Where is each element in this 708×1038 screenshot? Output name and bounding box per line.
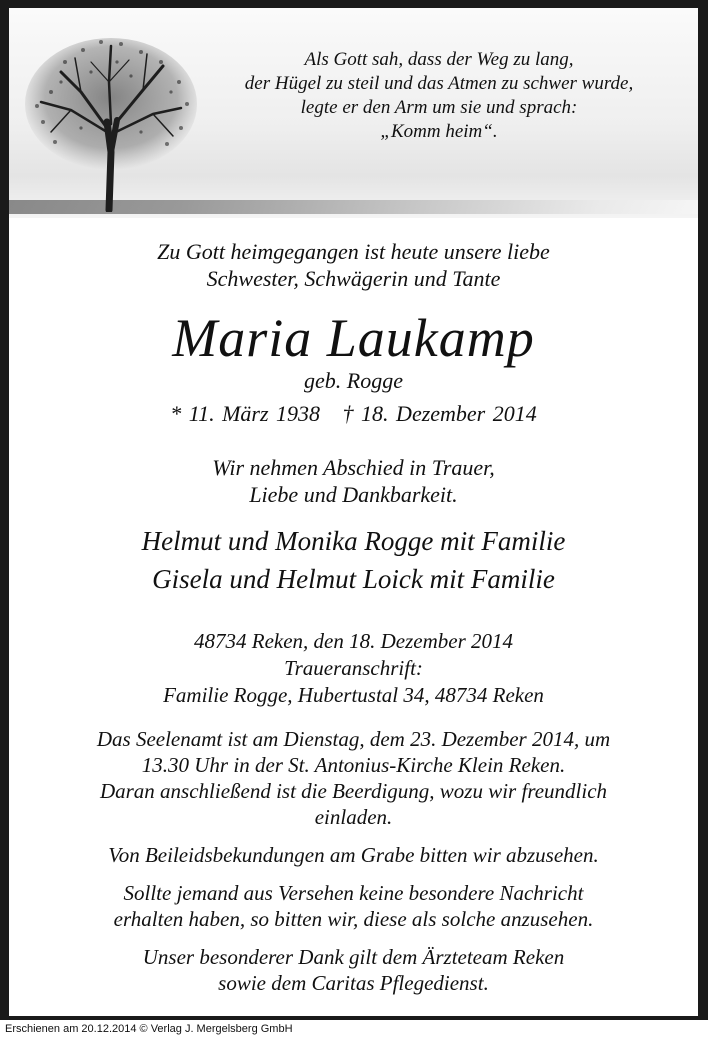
thanks-note <box>9 944 698 996</box>
service-line: Das Seelenamt ist am Dienstag, dem 23. Dezember 2014, um <box>96 727 611 751</box>
maiden-name: geb. Rogge <box>304 368 403 393</box>
life-dates <box>9 400 698 428</box>
condolence-note: Von Beileidsbekundungen am Grabe bitten wir abzusehen. <box>108 843 599 867</box>
verse-line: der Hügel zu steil und das Atmen zu schwer wurde, <box>244 73 634 94</box>
farewell-text <box>9 454 698 508</box>
tree-image <box>21 32 197 212</box>
thanks-line: Unser besonderer Dank gilt dem Ärzteteam Reken <box>142 945 565 969</box>
header-band <box>9 8 698 218</box>
notice-line: Sollte jemand aus Versehen keine besondere Nachricht <box>123 881 584 905</box>
verse-line: „Komm heim“. <box>380 121 498 142</box>
service-info <box>9 726 698 830</box>
service-line: einladen. <box>314 805 393 829</box>
life-dates-text: * 11. März 1938 † 18. Dezember 2014 <box>170 401 537 426</box>
verse-line: legte er den Arm um sie und sprach: <box>300 97 578 118</box>
service-line: 13.30 Uhr in der St. Antonius-Kirche Klein Reken. <box>141 753 566 777</box>
intro-line: Zu Gott heimgegangen ist heute unsere liebe <box>157 239 550 264</box>
notice-note <box>9 880 698 932</box>
address-label: Traueranschrift: <box>284 656 423 680</box>
verse-quote <box>189 48 689 144</box>
place-and-address <box>9 628 698 709</box>
thanks-line: sowie dem Caritas Pflegedienst. <box>218 971 489 995</box>
farewell-line: Liebe und Dankbarkeit. <box>249 482 458 507</box>
farewell-line: Wir nehmen Abschied in Trauer, <box>212 455 495 480</box>
mourner-family: Gisela und Helmut Loick mit Familie <box>152 564 555 594</box>
place-date: 48734 Reken, den 18. Dezember 2014 <box>194 629 513 653</box>
notice-line: erhalten haben, so bitten wir, diese als solche anzusehen. <box>113 907 594 931</box>
service-line: Daran anschließend ist die Beerdigung, wozu wir freundlich <box>99 779 608 803</box>
intro-line: Schwester, Schwägerin und Tante <box>206 266 501 291</box>
mourning-address: Familie Rogge, Hubertustal 34, 48734 Reken <box>163 683 544 707</box>
obituary-notice <box>9 8 698 1016</box>
publication-footer: Erschienen am 20.12.2014 © Verlag J. Mergelsberg GmbH <box>0 1020 708 1038</box>
deceased-name: Maria Laukamp <box>172 308 535 368</box>
notice-body <box>9 726 698 1008</box>
mourners-list <box>9 522 698 598</box>
mourner-family: Helmut und Monika Rogge mit Familie <box>141 526 566 556</box>
intro-text <box>9 238 698 292</box>
verse-line: Als Gott sah, dass der Weg zu lang, <box>304 49 574 70</box>
